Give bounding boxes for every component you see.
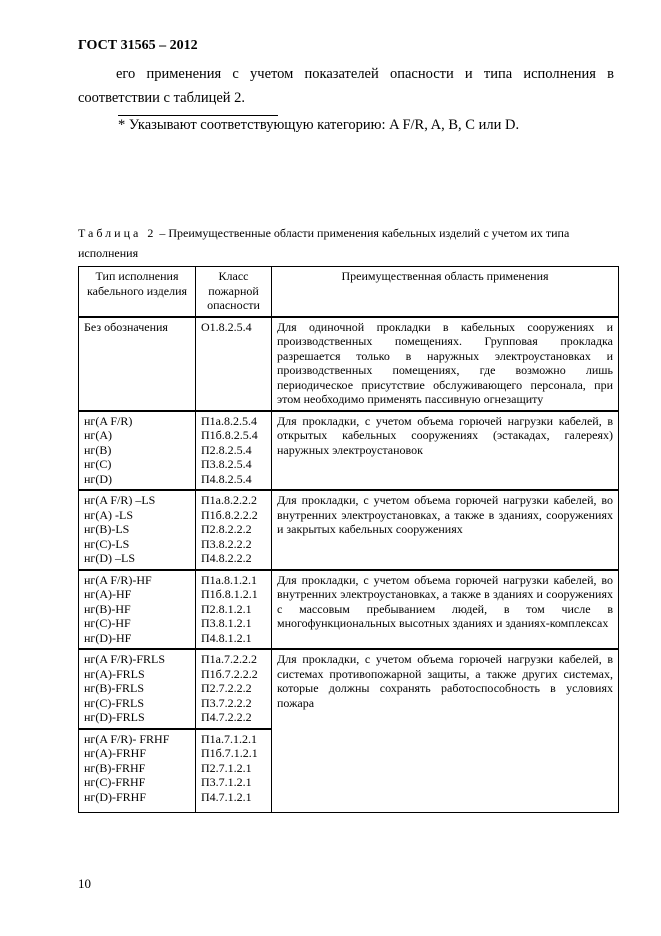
class-value: П3.8.2.5.4 bbox=[201, 457, 252, 471]
class-cell bbox=[196, 317, 272, 411]
header-cable-type: Тип исполнения кабельного изделия bbox=[79, 267, 196, 317]
description-cell: Для прокладки, с учетом объема горючей нагрузки кабелей, во внутренних электроустановках, а также в зданиях, сооружениях и закрытых кабельных сооружениях bbox=[272, 490, 619, 570]
type-value: нг(D)-FRLS bbox=[84, 710, 145, 724]
header-application-area: Преимущественная область применения bbox=[272, 267, 619, 317]
table-row bbox=[79, 490, 619, 570]
class-cell bbox=[196, 411, 272, 491]
description-cell: Для прокладки, с учетом объема горючей нагрузки кабелей, в открытых кабельных сооружениях (эстакадах, галереях) наружных электроустановок bbox=[272, 411, 619, 491]
class-value: П3.8.2.2.2 bbox=[201, 536, 252, 551]
type-value: нг(A F/R)-HF bbox=[84, 572, 152, 587]
type-value: нг(A)-FRHF bbox=[84, 746, 147, 760]
class-value: П3.8.1.2.1 bbox=[201, 616, 252, 630]
type-value: нг(D)-HF bbox=[84, 630, 132, 645]
class-value: П1а.8.2.5.4 bbox=[201, 413, 257, 428]
header-fire-class: Класс пожарной опасности bbox=[196, 267, 272, 317]
body-paragraph: его применения с учетом показателей опасности и типа исполнения в соответствии с таблицей 2. bbox=[78, 66, 614, 106]
class-value: П3.7.1.2.1 bbox=[201, 775, 252, 789]
type-value: нг(C) bbox=[84, 457, 112, 471]
class-value: П4.8.2.5.4 bbox=[201, 471, 252, 486]
class-value: П1а.8.1.2.1 bbox=[201, 572, 257, 587]
class-cell bbox=[196, 490, 272, 570]
class-value: П4.8.2.2.2 bbox=[201, 551, 252, 565]
type-cell bbox=[79, 649, 196, 729]
description-cell: Для прокладки, с учетом объема горючей нагрузки кабелей, во внутренних электроустановках, а также в зданиях и сооружениях с массовым пребыванием людей, в том числе в многофункциональных высотных зданиях и зданиях-комплексах bbox=[272, 570, 619, 650]
description-cell: Для прокладки, с учетом объема горючей нагрузки кабелей, в системах противопожарной защиты, а также других системах, которые должны сохранять работоспособность в условиях пожара bbox=[272, 649, 619, 813]
type-value: нг(A)-HF bbox=[84, 587, 132, 601]
description-cell: Для одиночной прокладки в кабельных сооружениях и производственных помещениях. Групповая прокладка разрешается только в наружных электроустановках и производственных помещениях, где возможно лишь периодическое присутствие обслуживающего персонала, при этом необходимо применять пассивную огнезащиту bbox=[272, 317, 619, 411]
class-value: П4.7.1.2.1 bbox=[201, 789, 252, 804]
type-value: нг(B)-FRHF bbox=[84, 760, 146, 775]
table-caption-text: – Преимущественные области применения кабельных изделий с учетом их типа исполнения bbox=[78, 226, 570, 260]
type-value: нг(A F/R)- FRHF bbox=[84, 731, 170, 746]
class-cell bbox=[196, 649, 272, 729]
table-row bbox=[79, 411, 619, 491]
footnote: * Указывают соответствующую категорию: A F/R, A, B, C или D. bbox=[118, 117, 520, 133]
table-header-row bbox=[79, 267, 619, 317]
class-cell bbox=[196, 570, 272, 650]
type-value: нг(A F/R) bbox=[84, 413, 133, 428]
class-value: О1.8.2.5.4 bbox=[201, 319, 252, 334]
type-value: Без обозначения bbox=[84, 319, 168, 334]
type-value: нг(B) bbox=[84, 442, 112, 457]
type-value: нг(C)-HF bbox=[84, 616, 131, 630]
class-value: П1б.7.1.2.1 bbox=[201, 746, 258, 760]
type-cell bbox=[79, 411, 196, 491]
table-caption-label: Таблица 2 bbox=[78, 226, 157, 240]
class-value: П4.8.1.2.1 bbox=[201, 630, 252, 645]
type-value: нг(A) bbox=[84, 428, 113, 442]
application-table bbox=[78, 266, 619, 813]
type-value: нг(A F/R)-FRLS bbox=[84, 652, 166, 666]
type-value: нг(D)-FRHF bbox=[84, 789, 147, 804]
type-value: нг(A)-FRLS bbox=[84, 666, 145, 681]
type-value: нг(C)-FRLS bbox=[84, 695, 145, 710]
class-value: П1б.8.2.2.2 bbox=[201, 507, 258, 522]
type-cell bbox=[79, 570, 196, 650]
table-row bbox=[79, 649, 619, 729]
type-value: нг(B)-LS bbox=[84, 522, 130, 536]
class-value: П2.7.1.2.1 bbox=[201, 760, 252, 775]
class-value: П1б.8.2.5.4 bbox=[201, 428, 258, 442]
type-cell bbox=[79, 729, 196, 813]
class-value: П1а.7.1.2.1 bbox=[201, 731, 257, 746]
document-header: ГОСТ 31565 – 2012 bbox=[78, 38, 198, 53]
class-cell bbox=[196, 729, 272, 813]
type-cell bbox=[79, 490, 196, 570]
table-row bbox=[79, 570, 619, 650]
type-value: нг(A) -LS bbox=[84, 507, 134, 522]
class-value: П2.8.2.2.2 bbox=[201, 522, 252, 536]
type-value: нг(C)-FRHF bbox=[84, 775, 146, 789]
class-value: П3.7.2.2.2 bbox=[201, 695, 252, 710]
class-value: П1б.8.1.2.1 bbox=[201, 587, 258, 601]
table-caption bbox=[78, 223, 618, 263]
type-value: нг(B)-FRLS bbox=[84, 681, 145, 695]
type-cell bbox=[79, 317, 196, 411]
page-number: 10 bbox=[78, 876, 91, 891]
type-value: нг(A F/R) –LS bbox=[84, 493, 156, 507]
type-value: нг(C)-LS bbox=[84, 536, 130, 551]
table-row bbox=[79, 317, 619, 411]
class-value: П1б.7.2.2.2 bbox=[201, 666, 258, 681]
type-value: нг(D) bbox=[84, 471, 113, 486]
class-value: П4.7.2.2.2 bbox=[201, 710, 252, 724]
type-value: нг(D) –LS bbox=[84, 551, 136, 565]
class-value: П1а.8.2.2.2 bbox=[201, 493, 257, 507]
class-value: П2.8.1.2.1 bbox=[201, 601, 252, 616]
class-value: П2.8.2.5.4 bbox=[201, 442, 252, 457]
type-value: нг(B)-HF bbox=[84, 601, 131, 616]
class-value: П2.7.2.2.2 bbox=[201, 681, 252, 695]
class-value: П1а.7.2.2.2 bbox=[201, 652, 257, 666]
